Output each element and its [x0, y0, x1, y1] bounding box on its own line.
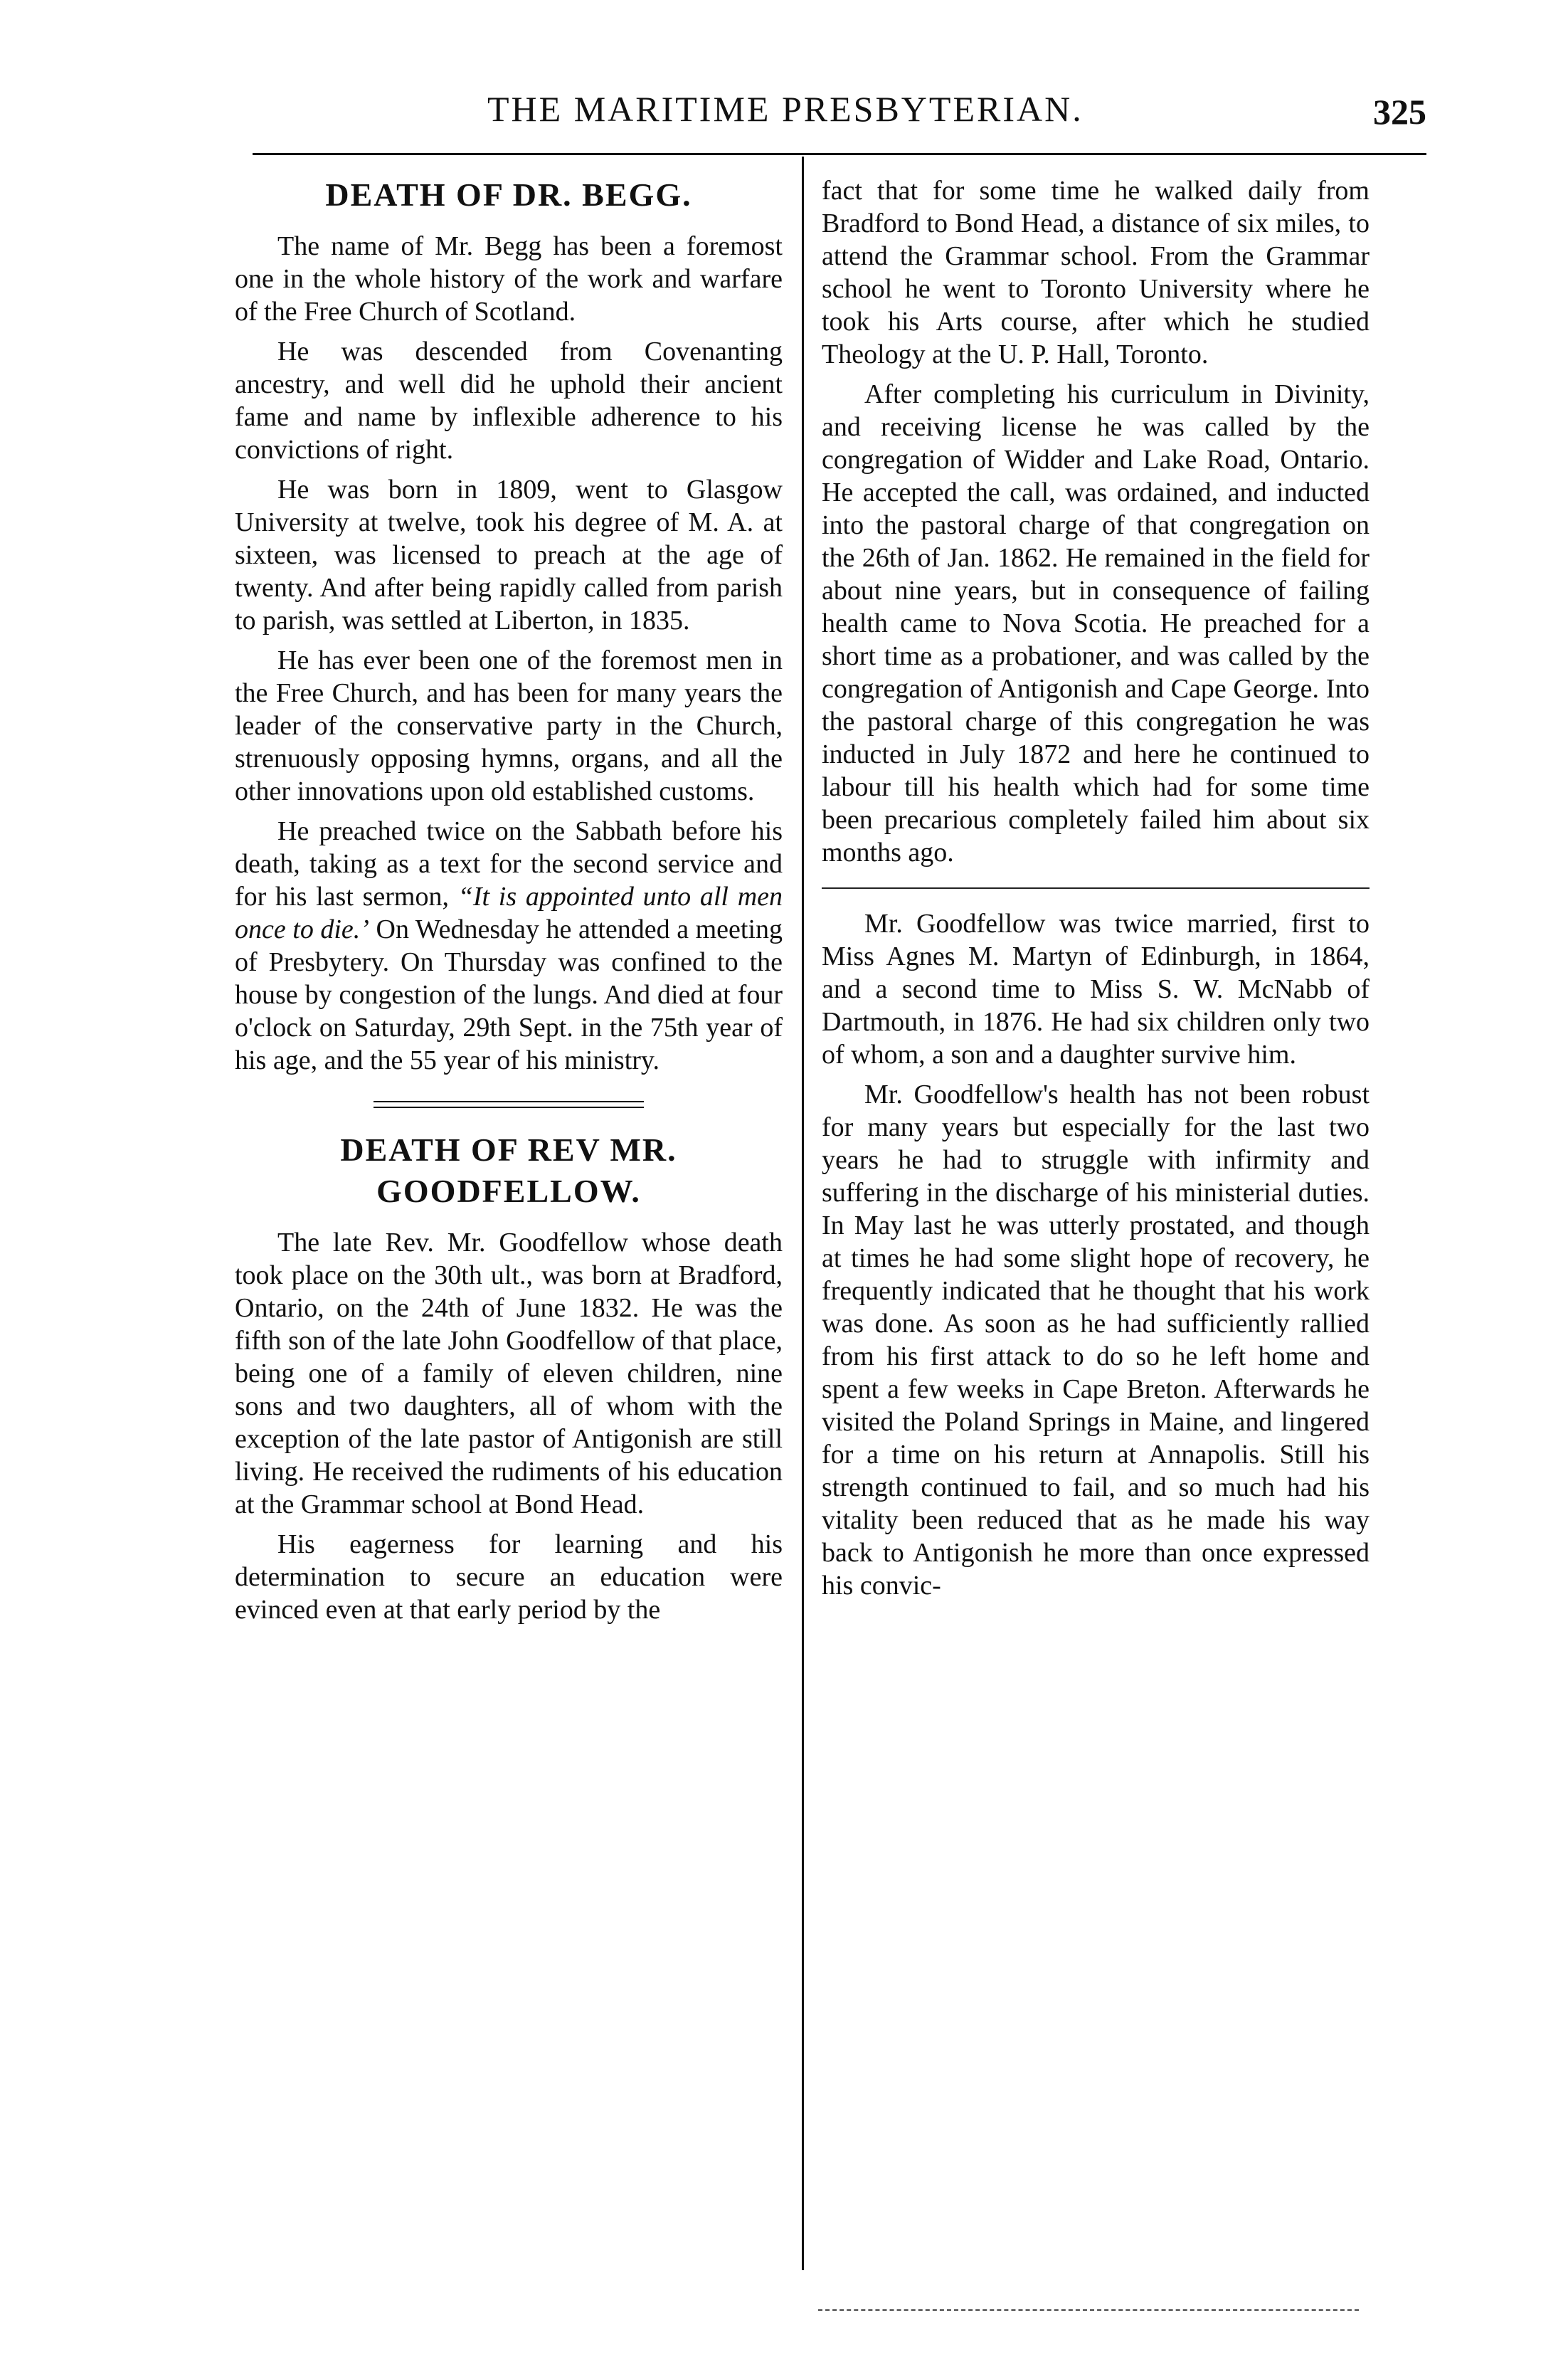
begg-paragraph-1: The name of Mr. Begg has been a foremost one in the whole history of the work and warfare of the Free Church of Scotland. — [235, 231, 783, 327]
begg-paragraph-4: He has ever been one of the foremost men in the Free Church, and has been for many years the leader of the conservative party in the Church, strenuously opposing hymns, organs, and all the other innovations upon old established customs. — [235, 645, 783, 806]
section-rule — [822, 887, 1370, 889]
begg-paragraph-5-lead: He preached twice on the Sabbath before his death, taking as a text for the second service and for his last sermon, — [235, 816, 783, 912]
begg-paragraph-5 — [235, 815, 783, 1077]
goodfellow-continued-paragraph: fact that for some time he walked daily from Bradford to Bond Head, a distance of six miles, to attend the Grammar school. From the Grammar school he went to Toronto University where he took his Arts course, after which he studied Theology at the U. P. Hall, Toronto. — [822, 176, 1370, 369]
article-title-goodfellow: DEATH OF REV MR. GOODFELLOW. — [340, 1132, 677, 1209]
right-column — [822, 174, 1370, 1609]
goodfellow-family-paragraph: Mr. Goodfellow was twice married, first to Miss Agnes M. Martyn of Edinburgh, in 1864, and a second time to Miss S. W. McNabb of Dartmouth, in 1876. He had six children only two of whom, a son and a daughter survive him. — [822, 909, 1370, 1070]
header-rule — [253, 153, 1426, 155]
goodfellow-paragraph-2: His eagerness for learning and his determination to secure an education were evinced even at that early period by the — [235, 1529, 783, 1625]
left-column — [235, 174, 783, 1633]
begg-paragraph-5-end: On Wednesday he attended a meeting of Presbytery. On Thursday was confined to the house by congestion of the lungs. And died at four o'clock on Saturday, 29th Sept. in the 75th year of his age, and the 55 year of his ministry. — [235, 914, 783, 1075]
page-header — [253, 84, 1426, 141]
running-title: THE MARITIME PRESBYTERIAN. — [487, 89, 1084, 129]
article-separator — [374, 1101, 644, 1108]
column-divider — [802, 157, 804, 2270]
bottom-rule — [818, 2309, 1359, 2311]
begg-paragraph-3: He was born in 1809, went to Glasgow University at twelve, took his degree of M. A. at sixteen, was licensed to preach at the age of twenty. And after being rapidly called from parish to parish, was settled at Liberton, in 1835. — [235, 475, 783, 636]
goodfellow-paragraph-1: The late Rev. Mr. Goodfellow whose death took place on the 30th ult., was born at Bradford, Ontario, on the 24th of June 1832. He was the fifth son of the late John Goodfellow of that place, being one of a family of eleven children, nine sons and two daughters, all of whom with the exception of the late pastor of Antigonish are still living. He received the rudiments of his education at the Grammar school at Bond Head. — [235, 1228, 783, 1519]
begg-scripture-quote: “It is appointed unto all men once to die.’ — [235, 882, 783, 944]
article-title-begg: DEATH OF DR. BEGG. — [325, 176, 692, 213]
goodfellow-ministry-paragraph: After completing his curriculum in Divinity, and receiving license he was called by the congregation of Widder and Lake Road, Ontario. He accepted the call, was ordained, and inducted into the pastoral charge of that congregation on the 26th of Jan. 1862. He remained in the field for about nine years, but in consequence of failing health came to Nova Scotia. He preached for a short time as a probationer, and was called by the congregation of Antigonish and Cape George. Into the pastoral charge of this congregation he was inducted in July 1872 and here he continued to labour till his health which had for some time been precarious completely failed him about six months ago. — [822, 379, 1370, 868]
begg-paragraph-2: He was descended from Covenanting ancestry, and well did he uphold their ancient fame and name by inflexible adherence to his convictions of right. — [235, 337, 783, 465]
goodfellow-health-paragraph: Mr. Goodfellow's health has not been robust for many years but especially for the last two years he had to struggle with infirmity and suffering in the discharge of his ministerial duties. In May last he was utterly prostated, and though at times he had some slight hope of recovery, he frequently indicated that he thought that his work was done. As soon as he had sufficiently rallied from his first attack to do so he left home and spent a few weeks in Cape Breton. Afterwards he visited the Poland Springs in Maine, and lingered for a time on his return at Annapolis. Still his strength continued to fail, and so much had his vitality been reduced that as he made his way back to Antigonish he more than once expressed his convic- — [822, 1080, 1370, 1601]
page-number: 325 — [1373, 92, 1426, 132]
